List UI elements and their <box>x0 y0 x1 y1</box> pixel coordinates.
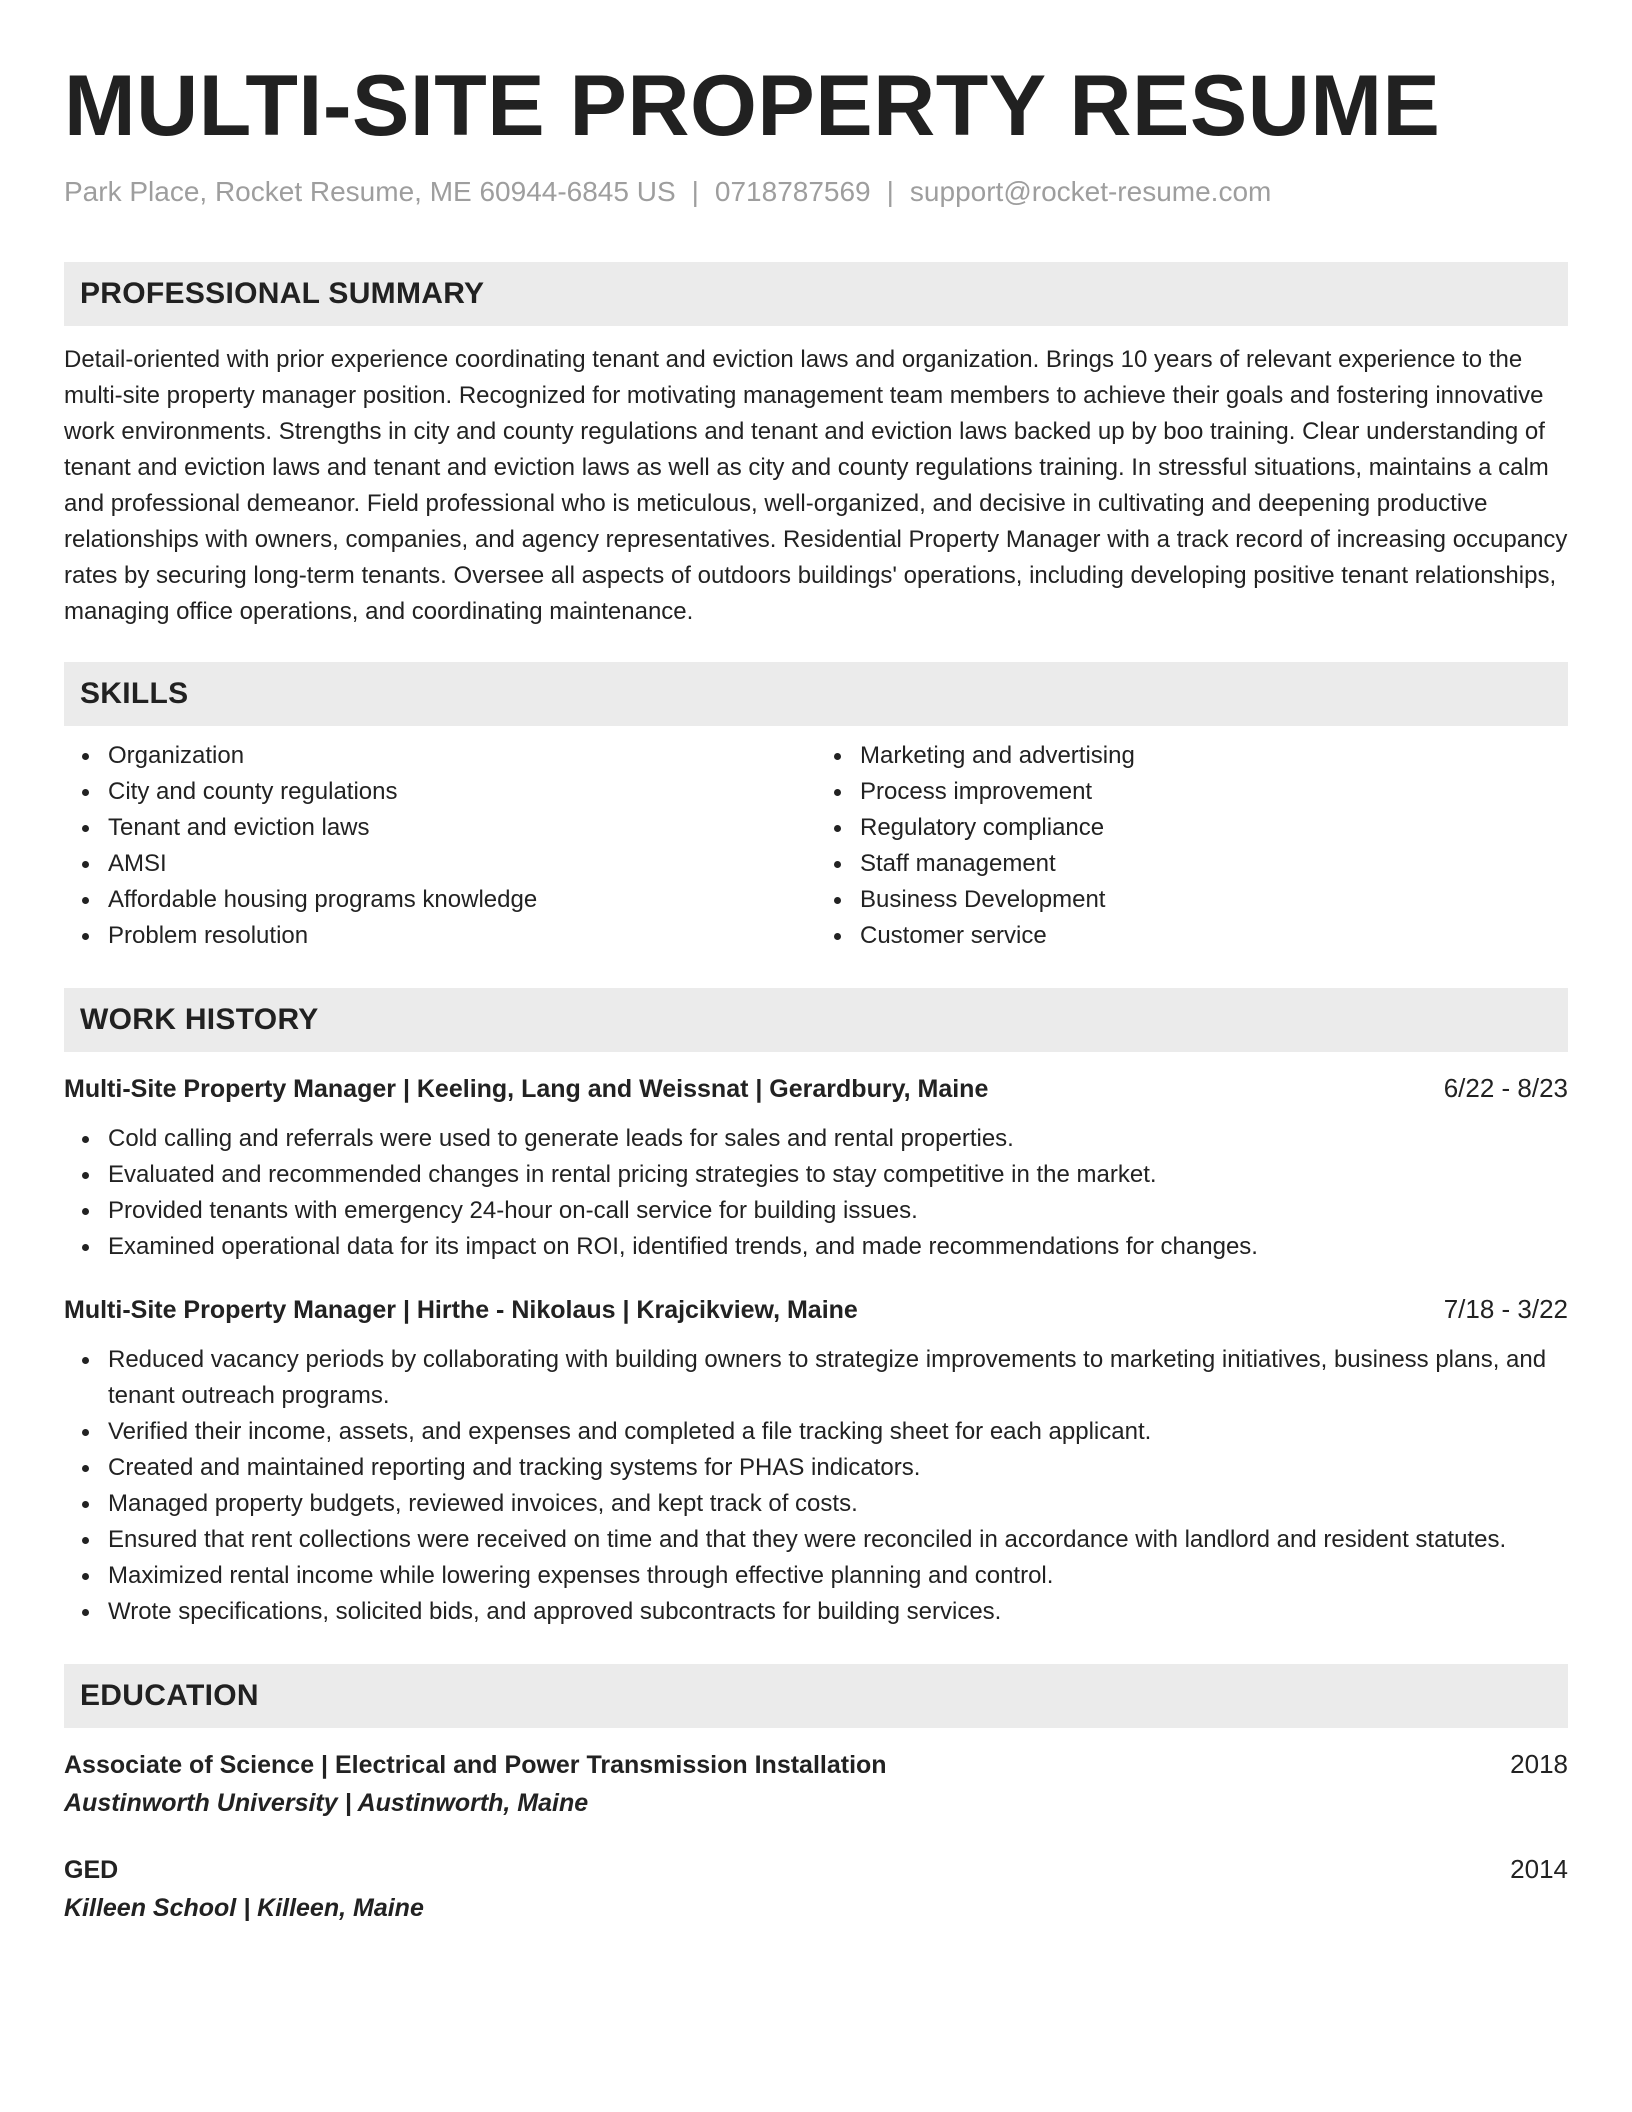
skills-grid <box>64 738 1568 954</box>
education-header <box>64 1746 1568 1783</box>
education-school: Austinworth University | Austinworth, Maine <box>64 1789 589 1817</box>
skill-item: City and county regulations <box>64 774 816 810</box>
education-entry <box>64 1851 1568 1926</box>
skill-item: Affordable housing programs knowledge <box>64 882 816 918</box>
skill-item: Problem resolution <box>64 918 816 954</box>
education-degree: Associate of Science | Electrical and Power Transmission Installation <box>64 1751 887 1779</box>
contact-line <box>64 174 1568 210</box>
contact-phone: 0718787569 <box>714 176 871 207</box>
job-bullet: Evaluated and recommended changes in rental pricing strategies to stay competitive in the market. <box>64 1157 1568 1193</box>
education-year: 2018 <box>1510 1749 1568 1779</box>
skills-column-left <box>64 738 816 954</box>
skill-item: Business Development <box>816 882 1568 918</box>
skill-item: Staff management <box>816 846 1568 882</box>
skill-item: Customer service <box>816 918 1568 954</box>
job-entry <box>64 1070 1568 1265</box>
job-bullet: Created and maintained reporting and tracking systems for PHAS indicators. <box>64 1450 1568 1486</box>
job-bullet: Maximized rental income while lowering expenses through effective planning and control. <box>64 1558 1568 1594</box>
job-dates: 7/18 - 3/22 <box>1443 1294 1568 1324</box>
resume-title: MULTI-SITE PROPERTY RESUME <box>64 58 1441 154</box>
skill-item: AMSI <box>64 846 816 882</box>
skill-item: Regulatory compliance <box>816 810 1568 846</box>
job-bullet: Wrote specifications, solicited bids, and approved subcontracts for building services. <box>64 1594 1568 1630</box>
job-dates: 6/22 - 8/23 <box>1443 1073 1568 1103</box>
job-bullet: Reduced vacancy periods by collaborating with building owners to strategize improvements to marketing initiatives, business plans, and tenant outreach programs. <box>64 1342 1568 1414</box>
skill-item: Process improvement <box>816 774 1568 810</box>
education-degree: GED <box>64 1856 119 1884</box>
section-header-work-history: WORK HISTORY <box>64 988 1568 1052</box>
section-header-summary: PROFESSIONAL SUMMARY <box>64 262 1568 326</box>
job-entry <box>64 1291 1568 1630</box>
job-bullet: Examined operational data for its impact on ROI, identified trends, and made recommendations for changes. <box>64 1229 1568 1265</box>
education-header <box>64 1851 1568 1888</box>
contact-separator: | <box>886 176 894 207</box>
skills-column-right <box>816 738 1568 954</box>
section-header-skills: SKILLS <box>64 662 1568 726</box>
contact-address: Park Place, Rocket Resume, ME 60944-6845 US <box>64 176 676 207</box>
job-bullet: Cold calling and referrals were used to generate leads for sales and rental properties. <box>64 1121 1568 1157</box>
section-header-education: EDUCATION <box>64 1664 1568 1728</box>
job-header <box>64 1291 1568 1328</box>
job-bullet: Provided tenants with emergency 24-hour on-call service for building issues. <box>64 1193 1568 1229</box>
job-title: Multi-Site Property Manager | Keeling, Lang and Weissnat | Gerardbury, Maine <box>64 1075 989 1103</box>
job-bullets <box>64 1121 1568 1265</box>
education-year: 2014 <box>1510 1854 1568 1884</box>
education-school: Killeen School | Killeen, Maine <box>64 1894 424 1922</box>
job-bullet: Ensured that rent collections were received on time and that they were reconciled in accordance with landlord and resident statutes. <box>64 1522 1568 1558</box>
job-bullet: Managed property budgets, reviewed invoices, and kept track of costs. <box>64 1486 1568 1522</box>
contact-email: support@rocket-resume.com <box>909 176 1272 207</box>
skill-item: Organization <box>64 738 816 774</box>
summary-text: Detail-oriented with prior experience coordinating tenant and eviction laws and organization. Brings 10 years of relevant experience to the multi-site property manager position. Recognized for motivating management team members to achieve their goals and fostering innovative work environments. Strengths in city and county regulations and tenant and eviction laws backed up by boo training. Clear understanding of tenant and eviction laws and tenant and eviction laws as well as city and county regulations training. In stressful situations, maintains a calm and professional demeanor. Field professional who is meticulous, well-organized, and decisive in cultivating and deepening productive relationships with owners, companies, and agency representatives. Residential Property Manager with a track record of increasing occupancy rates by securing long-term tenants. Oversee all aspects of outdoors buildings' operations, including developing positive tenant relationships, managing office operations, and coordinating maintenance. <box>64 346 1568 625</box>
job-bullets <box>64 1342 1568 1630</box>
contact-separator: | <box>691 176 699 207</box>
job-header <box>64 1070 1568 1107</box>
skill-item: Tenant and eviction laws <box>64 810 816 846</box>
skill-item: Marketing and advertising <box>816 738 1568 774</box>
job-title: Multi-Site Property Manager | Hirthe - Nikolaus | Krajcikview, Maine <box>64 1296 858 1324</box>
job-bullet: Verified their income, assets, and expenses and completed a file tracking sheet for each applicant. <box>64 1414 1568 1450</box>
education-entry <box>64 1746 1568 1821</box>
